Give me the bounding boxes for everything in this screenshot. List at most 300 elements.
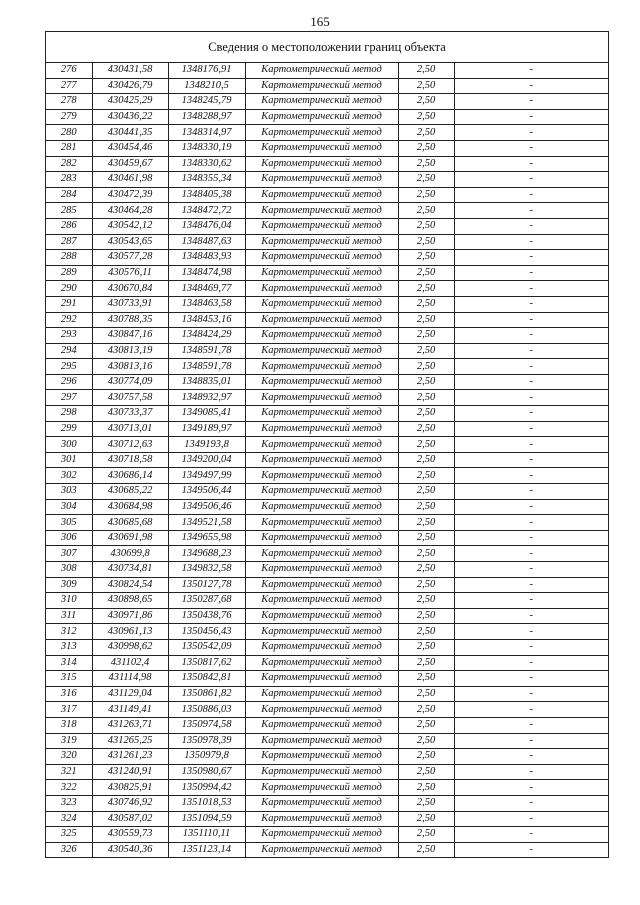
accuracy-cell: 2,50: [398, 749, 454, 765]
x-coordinate-cell: 430542,12: [92, 218, 168, 234]
table-row: [46, 842, 608, 857]
table-row: [46, 140, 608, 156]
table-body: [46, 63, 608, 857]
x-coordinate-cell: 430426,79: [92, 78, 168, 94]
y-coordinate-cell: 1348210,5: [168, 78, 245, 94]
point-number-cell: 293: [46, 328, 92, 344]
y-coordinate-cell: 1351110,11: [168, 827, 245, 843]
note-cell: -: [454, 530, 608, 546]
note-cell: -: [454, 702, 608, 718]
note-cell: -: [454, 452, 608, 468]
method-cell: Картометрический метод: [245, 63, 398, 78]
accuracy-cell: 2,50: [398, 421, 454, 437]
table-row: [46, 546, 608, 562]
point-number-cell: 300: [46, 437, 92, 453]
note-cell: -: [454, 78, 608, 94]
table-row: [46, 250, 608, 266]
method-cell: Картометрический метод: [245, 780, 398, 796]
point-number-cell: 318: [46, 717, 92, 733]
accuracy-cell: 2,50: [398, 827, 454, 843]
accuracy-cell: 2,50: [398, 265, 454, 281]
accuracy-cell: 2,50: [398, 702, 454, 718]
x-coordinate-cell: 430757,58: [92, 390, 168, 406]
method-cell: Картометрический метод: [245, 281, 398, 297]
note-cell: -: [454, 328, 608, 344]
accuracy-cell: 2,50: [398, 109, 454, 125]
table-row: [46, 671, 608, 687]
note-cell: -: [454, 795, 608, 811]
method-cell: Картометрический метод: [245, 265, 398, 281]
note-cell: -: [454, 250, 608, 266]
x-coordinate-cell: 430454,46: [92, 140, 168, 156]
point-number-cell: 297: [46, 390, 92, 406]
point-number-cell: 291: [46, 296, 92, 312]
x-coordinate-cell: 430472,39: [92, 187, 168, 203]
accuracy-cell: 2,50: [398, 172, 454, 188]
x-coordinate-cell: 430699,8: [92, 546, 168, 562]
x-coordinate-cell: 431114,98: [92, 671, 168, 687]
y-coordinate-cell: 1349189,97: [168, 421, 245, 437]
table-row: [46, 109, 608, 125]
point-number-cell: 290: [46, 281, 92, 297]
y-coordinate-cell: 1349085,41: [168, 406, 245, 422]
accuracy-cell: 2,50: [398, 203, 454, 219]
point-number-cell: 305: [46, 515, 92, 531]
note-cell: -: [454, 811, 608, 827]
table-row: [46, 749, 608, 765]
accuracy-cell: 2,50: [398, 94, 454, 110]
page-number: 165: [310, 14, 330, 29]
point-number-cell: 325: [46, 827, 92, 843]
method-cell: Картометрический метод: [245, 140, 398, 156]
table-row: [46, 795, 608, 811]
method-cell: Картометрический метод: [245, 187, 398, 203]
x-coordinate-cell: 430461,98: [92, 172, 168, 188]
x-coordinate-cell: 430540,36: [92, 842, 168, 857]
accuracy-cell: 2,50: [398, 390, 454, 406]
table-row: [46, 624, 608, 640]
method-cell: Картометрический метод: [245, 452, 398, 468]
point-number-cell: 306: [46, 530, 92, 546]
method-cell: Картометрический метод: [245, 795, 398, 811]
point-number-cell: 301: [46, 452, 92, 468]
point-number-cell: 288: [46, 250, 92, 266]
point-number-cell: 309: [46, 577, 92, 593]
y-coordinate-cell: 1348472,72: [168, 203, 245, 219]
x-coordinate-cell: 430733,37: [92, 406, 168, 422]
point-number-cell: 298: [46, 406, 92, 422]
x-coordinate-cell: 430686,14: [92, 468, 168, 484]
table-row: [46, 702, 608, 718]
y-coordinate-cell: 1350287,68: [168, 593, 245, 609]
table-row: [46, 63, 608, 78]
note-cell: -: [454, 140, 608, 156]
note-cell: -: [454, 172, 608, 188]
point-number-cell: 295: [46, 359, 92, 375]
note-cell: -: [454, 125, 608, 141]
table-row: [46, 312, 608, 328]
table-row: [46, 639, 608, 655]
x-coordinate-cell: 430813,16: [92, 359, 168, 375]
accuracy-cell: 2,50: [398, 733, 454, 749]
y-coordinate-cell: 1348330,62: [168, 156, 245, 172]
x-coordinate-cell: 430733,91: [92, 296, 168, 312]
accuracy-cell: 2,50: [398, 795, 454, 811]
table-row: [46, 421, 608, 437]
y-coordinate-cell: 1348463,58: [168, 296, 245, 312]
x-coordinate-cell: 430577,28: [92, 250, 168, 266]
note-cell: -: [454, 359, 608, 375]
x-coordinate-cell: 430971,86: [92, 608, 168, 624]
x-coordinate-cell: 430685,22: [92, 484, 168, 500]
accuracy-cell: 2,50: [398, 608, 454, 624]
method-cell: Картометрический метод: [245, 499, 398, 515]
x-coordinate-cell: 430543,65: [92, 234, 168, 250]
accuracy-cell: 2,50: [398, 156, 454, 172]
x-coordinate-cell: 430734,81: [92, 562, 168, 578]
point-number-cell: 303: [46, 484, 92, 500]
point-number-cell: 313: [46, 639, 92, 655]
y-coordinate-cell: 1350978,39: [168, 733, 245, 749]
note-cell: -: [454, 63, 608, 78]
method-cell: Картометрический метод: [245, 842, 398, 857]
y-coordinate-cell: 1348176,91: [168, 63, 245, 78]
method-cell: Картометрический метод: [245, 655, 398, 671]
x-coordinate-cell: 430847,16: [92, 328, 168, 344]
method-cell: Картометрический метод: [245, 811, 398, 827]
x-coordinate-cell: 430441,35: [92, 125, 168, 141]
point-number-cell: 296: [46, 374, 92, 390]
table-row: [46, 780, 608, 796]
x-coordinate-cell: 430425,29: [92, 94, 168, 110]
y-coordinate-cell: 1351094,59: [168, 811, 245, 827]
method-cell: Картометрический метод: [245, 218, 398, 234]
point-number-cell: 283: [46, 172, 92, 188]
x-coordinate-cell: 430746,92: [92, 795, 168, 811]
table-row: [46, 530, 608, 546]
y-coordinate-cell: 1348835,01: [168, 374, 245, 390]
point-number-cell: 319: [46, 733, 92, 749]
method-cell: Картометрический метод: [245, 328, 398, 344]
table-row: [46, 515, 608, 531]
table-row: [46, 281, 608, 297]
x-coordinate-cell: 430824,54: [92, 577, 168, 593]
x-coordinate-cell: 430713,01: [92, 421, 168, 437]
method-cell: Картометрический метод: [245, 671, 398, 687]
x-coordinate-cell: 430898,65: [92, 593, 168, 609]
x-coordinate-cell: 430712,63: [92, 437, 168, 453]
accuracy-cell: 2,50: [398, 655, 454, 671]
table-row: [46, 811, 608, 827]
point-number-cell: 304: [46, 499, 92, 515]
x-coordinate-cell: 430774,09: [92, 374, 168, 390]
x-coordinate-cell: 430813,19: [92, 343, 168, 359]
method-cell: Картометрический метод: [245, 827, 398, 843]
method-cell: Картометрический метод: [245, 125, 398, 141]
table-row: [46, 343, 608, 359]
x-coordinate-cell: 430691,98: [92, 530, 168, 546]
x-coordinate-cell: 430436,22: [92, 109, 168, 125]
y-coordinate-cell: 1348932,97: [168, 390, 245, 406]
table-row: [46, 437, 608, 453]
y-coordinate-cell: 1349832,58: [168, 562, 245, 578]
note-cell: -: [529, 843, 533, 855]
note-cell: -: [454, 437, 608, 453]
boundary-table-container: [45, 31, 609, 858]
method-cell: Картометрический метод: [245, 421, 398, 437]
note-cell: -: [454, 515, 608, 531]
table-row: [46, 125, 608, 141]
point-number-cell: 316: [46, 686, 92, 702]
point-number-cell: 289: [46, 265, 92, 281]
accuracy-cell: 2,50: [398, 234, 454, 250]
accuracy-cell: 2,50: [398, 437, 454, 453]
table-row: [46, 374, 608, 390]
note-cell: -: [454, 608, 608, 624]
note-cell: -: [454, 639, 608, 655]
note-cell: -: [454, 218, 608, 234]
point-number-cell: 310: [46, 593, 92, 609]
method-cell: Картометрический метод: [245, 203, 398, 219]
y-coordinate-cell: 1348453,16: [168, 312, 245, 328]
method-cell: Картометрический метод: [245, 374, 398, 390]
method-cell: Картометрический метод: [245, 250, 398, 266]
method-cell: Картометрический метод: [245, 593, 398, 609]
accuracy-cell: 2,50: [398, 312, 454, 328]
point-number-cell: 308: [46, 562, 92, 578]
x-coordinate-cell: 430464,28: [92, 203, 168, 219]
accuracy-cell: 2,50: [398, 562, 454, 578]
y-coordinate-cell: 1348591,78: [168, 359, 245, 375]
note-cell: -: [454, 234, 608, 250]
accuracy-cell: 2,50: [398, 639, 454, 655]
note-cell: -: [454, 780, 608, 796]
note-cell: -: [454, 187, 608, 203]
method-cell: Картометрический метод: [245, 234, 398, 250]
method-cell: Картометрический метод: [245, 406, 398, 422]
table-row: [46, 686, 608, 702]
table-title: Сведения о местоположении границ объекта: [46, 32, 608, 63]
table-row: [46, 562, 608, 578]
note-cell: -: [454, 312, 608, 328]
table-row: [46, 655, 608, 671]
note-cell: -: [454, 562, 608, 578]
y-coordinate-cell: 1348314,97: [168, 125, 245, 141]
y-coordinate-cell: 1349200,04: [168, 452, 245, 468]
table-row: [46, 172, 608, 188]
method-cell: Картометрический метод: [245, 686, 398, 702]
method-cell: Картометрический метод: [245, 172, 398, 188]
method-cell: Картометрический метод: [245, 764, 398, 780]
point-number-cell: 299: [46, 421, 92, 437]
y-coordinate-cell: 1348405,38: [168, 187, 245, 203]
note-cell: -: [454, 827, 608, 843]
point-number-cell: 276: [46, 63, 92, 78]
y-coordinate-cell: 1350886,03: [168, 702, 245, 718]
x-coordinate-cell: 430459,67: [92, 156, 168, 172]
note-cell: -: [454, 671, 608, 687]
y-coordinate-cell: 1349521,58: [168, 515, 245, 531]
accuracy-cell: 2,50: [398, 780, 454, 796]
accuracy-cell: 2,50: [398, 343, 454, 359]
y-coordinate-cell: 1350861,82: [168, 686, 245, 702]
note-cell: -: [454, 577, 608, 593]
y-coordinate-cell: 1349506,44: [168, 484, 245, 500]
note-cell: -: [454, 343, 608, 359]
point-number-cell: 287: [46, 234, 92, 250]
y-coordinate-cell: 1350974,58: [168, 717, 245, 733]
point-number-cell: 285: [46, 203, 92, 219]
note-cell: -: [454, 484, 608, 500]
y-coordinate-cell: 1348483,93: [168, 250, 245, 266]
point-number-cell: 311: [46, 608, 92, 624]
method-cell: Картометрический метод: [245, 733, 398, 749]
y-coordinate-cell: 1348474,98: [168, 265, 245, 281]
table-row: [46, 265, 608, 281]
method-cell: Картометрический метод: [245, 562, 398, 578]
method-cell: Картометрический метод: [245, 359, 398, 375]
accuracy-cell: 2,50: [398, 452, 454, 468]
x-coordinate-cell: 430670,84: [92, 281, 168, 297]
x-coordinate-cell: 431261,23: [92, 749, 168, 765]
note-cell: -: [454, 468, 608, 484]
accuracy-cell: 2,50: [398, 577, 454, 593]
note-cell: -: [454, 156, 608, 172]
y-coordinate-cell: 1350817,62: [168, 655, 245, 671]
accuracy-cell: 2,50: [398, 811, 454, 827]
accuracy-cell: 2,50: [398, 717, 454, 733]
method-cell: Картометрический метод: [245, 546, 398, 562]
accuracy-cell: 2,50: [398, 187, 454, 203]
table-row: [46, 827, 608, 843]
note-cell: -: [454, 655, 608, 671]
point-number-cell: 312: [46, 624, 92, 640]
point-number-cell: 324: [46, 811, 92, 827]
note-cell: -: [454, 624, 608, 640]
method-cell: Картометрический метод: [245, 717, 398, 733]
x-coordinate-cell: 431265,25: [92, 733, 168, 749]
point-number-cell: 278: [46, 94, 92, 110]
x-coordinate-cell: 431129,04: [92, 686, 168, 702]
note-cell: -: [454, 109, 608, 125]
table-row: [46, 156, 608, 172]
method-cell: Картометрический метод: [245, 624, 398, 640]
accuracy-cell: 2,50: [398, 484, 454, 500]
point-number-cell: 280: [46, 125, 92, 141]
table-row: [46, 733, 608, 749]
accuracy-cell: 2,50: [398, 296, 454, 312]
x-coordinate-cell: 430587,02: [92, 811, 168, 827]
point-number-cell: 315: [46, 671, 92, 687]
y-coordinate-cell: 1350980,67: [168, 764, 245, 780]
x-coordinate-cell: 430825,91: [92, 780, 168, 796]
y-coordinate-cell: 1348288,97: [168, 109, 245, 125]
method-cell: Картометрический метод: [245, 639, 398, 655]
accuracy-cell: 2,50: [398, 63, 454, 78]
table-row: [46, 499, 608, 515]
y-coordinate-cell: 1348355,34: [168, 172, 245, 188]
x-coordinate-cell: 430576,11: [92, 265, 168, 281]
point-number-cell: 292: [46, 312, 92, 328]
method-cell: Картометрический метод: [245, 156, 398, 172]
y-coordinate-cell: 1349193,8: [168, 437, 245, 453]
accuracy-cell: 2,50: [398, 686, 454, 702]
y-coordinate-cell: 1349506,46: [168, 499, 245, 515]
accuracy-cell: 2,50: [398, 125, 454, 141]
y-coordinate-cell: 1350127,78: [168, 577, 245, 593]
accuracy-cell: 2,50: [398, 374, 454, 390]
method-cell: Картометрический метод: [245, 78, 398, 94]
table-row: [46, 717, 608, 733]
table-row: [46, 577, 608, 593]
x-coordinate-cell: 430685,68: [92, 515, 168, 531]
method-cell: Картометрический метод: [245, 608, 398, 624]
x-coordinate-cell: 430718,58: [92, 452, 168, 468]
method-cell: Картометрический метод: [245, 437, 398, 453]
table-row: [46, 328, 608, 344]
accuracy-cell: 2,50: [398, 468, 454, 484]
x-coordinate-cell: 431240,91: [92, 764, 168, 780]
table-row: [46, 359, 608, 375]
note-cell: -: [454, 764, 608, 780]
table-row: [46, 94, 608, 110]
x-coordinate-cell: 431263,71: [92, 717, 168, 733]
point-number-cell: 294: [46, 343, 92, 359]
point-number-cell: 307: [46, 546, 92, 562]
note-cell: -: [454, 733, 608, 749]
point-number-cell: 282: [46, 156, 92, 172]
y-coordinate-cell: 1350979,8: [168, 749, 245, 765]
accuracy-cell: 2,50: [398, 515, 454, 531]
point-number-cell: 326: [46, 842, 92, 857]
accuracy-cell: 2,50: [398, 593, 454, 609]
table-row: [46, 764, 608, 780]
accuracy-cell: 2,50: [398, 78, 454, 94]
table-row: [46, 234, 608, 250]
accuracy-cell: 2,50: [398, 530, 454, 546]
y-coordinate-cell: 1350456,43: [168, 624, 245, 640]
x-coordinate-cell: 430559,73: [92, 827, 168, 843]
y-coordinate-cell: 1348487,63: [168, 234, 245, 250]
accuracy-cell: 2,50: [398, 499, 454, 515]
y-coordinate-cell: 1350994,42: [168, 780, 245, 796]
method-cell: Картометрический метод: [245, 484, 398, 500]
y-coordinate-cell: 1348591,78: [168, 343, 245, 359]
table-row: [46, 203, 608, 219]
note-cell: -: [454, 499, 608, 515]
x-coordinate-cell: 430998,62: [92, 639, 168, 655]
point-number-cell: 284: [46, 187, 92, 203]
table-row: [46, 484, 608, 500]
y-coordinate-cell: 1350542,09: [168, 639, 245, 655]
table-row: [46, 78, 608, 94]
note-cell: -: [454, 406, 608, 422]
point-number-cell: 323: [46, 795, 92, 811]
note-cell: -: [454, 749, 608, 765]
point-number-cell: 277: [46, 78, 92, 94]
point-number-cell: 320: [46, 749, 92, 765]
x-coordinate-cell: 430684,98: [92, 499, 168, 515]
y-coordinate-cell: 1348424,29: [168, 328, 245, 344]
point-number-cell: 302: [46, 468, 92, 484]
note-cell: -: [454, 265, 608, 281]
table-row: [46, 390, 608, 406]
method-cell: Картометрический метод: [245, 702, 398, 718]
table-row: [46, 187, 608, 203]
point-number-cell: 321: [46, 764, 92, 780]
x-coordinate-cell: 430961,13: [92, 624, 168, 640]
point-number-cell: 286: [46, 218, 92, 234]
